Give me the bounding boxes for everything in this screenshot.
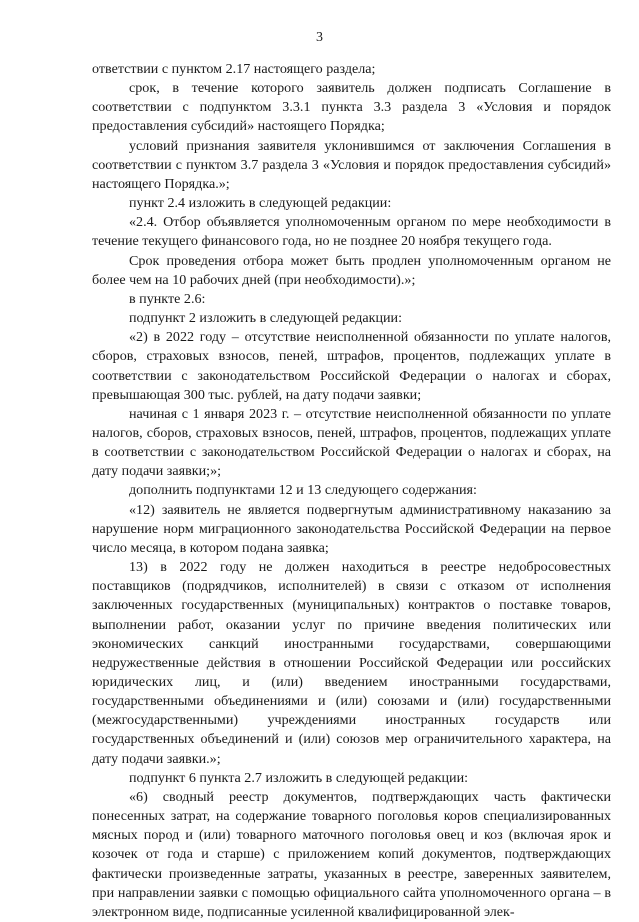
paragraph: начиная с 1 января 2023 г. – отсутствие неисполненной обязанности по уплате налогов, сборов, страховых взносов, пеней, штрафов, процентов, подлежащих уплате в соответствии с законодательством Российской Федерации о налогах и сборах, на дату подачи заявки;»; [92,405,611,480]
paragraph: «6) сводный реестр документов, подтверждающих часть фактически понесенных затрат, на содержание товарного поголовья коров специализированных мясных пород и (или) товарного маточного поголовья овец и коз (включая ярок и козочек от года и старше) с приложением копий документов, подтверждающих фактически произведенные затраты, указанных в реестре, заверенных заявителем, при направлении заявки с помощью официального сайта уполномоченного органа – в электронном виде, подписанные усиленной квалифицированной элек- [92,788,611,920]
paragraph: в пункте 2.6: [129,290,206,307]
paragraph: дополнить подпунктами 12 и 13 следующего содержания: [129,482,477,499]
paragraph: Срок проведения отбора может быть продлен уполномоченным органом не более чем на 10 рабочих дней (при необходимости).»; [92,252,611,288]
paragraph: подпункт 6 пункта 2.7 изложить в следующей редакции: [129,769,469,786]
paragraph: срок, в течение которого заявитель должен подписать Соглашение в соответствии с подпунктом 3.3.1 пункта 3.3 раздела 3 «Условия и порядок предоставления субсидий» настоящего Порядка; [92,80,611,135]
paragraph: «2.4. Отбор объявляется уполномоченным органом по мере необходимости в течение текущего финансового года, но не позднее 20 ноября текущего года. [92,214,611,250]
paragraph: 13) в 2022 году не должен находиться в реестре недобросовестных поставщиков (подрядчиков, исполнителей) в связи с отказом от исполнения заключенных государственных (муниципальных) контрактов о поставке товаров, выполнении работ, оказании услуг по причине введения политических или экономических санкций иностранными государствами, совершающими недружественные действия в отношении Российской Федерации или российских юридических лиц, и (или) введением иностранными государствами, государственными объединениями и (или) союзами и (или) государственными (межгосударственными) учреждениями иностранных государств или государственных объединений и (или) союзов мер ограничительного характера, на дату подачи заявки.»; [92,559,611,767]
page-number: 3 [316,30,323,45]
paragraph: «2) в 2022 году – отсутствие неисполненной обязанности по уплате налогов, сборов, страховых взносов, пеней, штрафов, процентов, подлежащих уплате в соответствии с законодательством Российской Федерации о налогах и сборах, превышающая 300 тыс. рублей, на дату подачи заявки; [92,329,611,403]
paragraph: ответствии с пунктом 2.17 настоящего раздела; [92,61,376,77]
document-body [92,60,611,922]
paragraph: пункт 2.4 изложить в следующей редакции: [129,195,392,212]
paragraph: условий признания заявителя уклонившимся от заключения Соглашения в соответствии с пунктом 3.7 раздела 3 «Условия и порядок предоставления субсидий» настоящего Порядка.»; [92,137,611,192]
paragraph: подпункт 2 изложить в следующей редакции: [129,310,403,327]
paragraph: «12) заявитель не является подвергнутым административному наказанию за нарушение норм миграционного законодательства Российской Федерации на первое число месяца, в котором подана заявка; [92,501,611,556]
